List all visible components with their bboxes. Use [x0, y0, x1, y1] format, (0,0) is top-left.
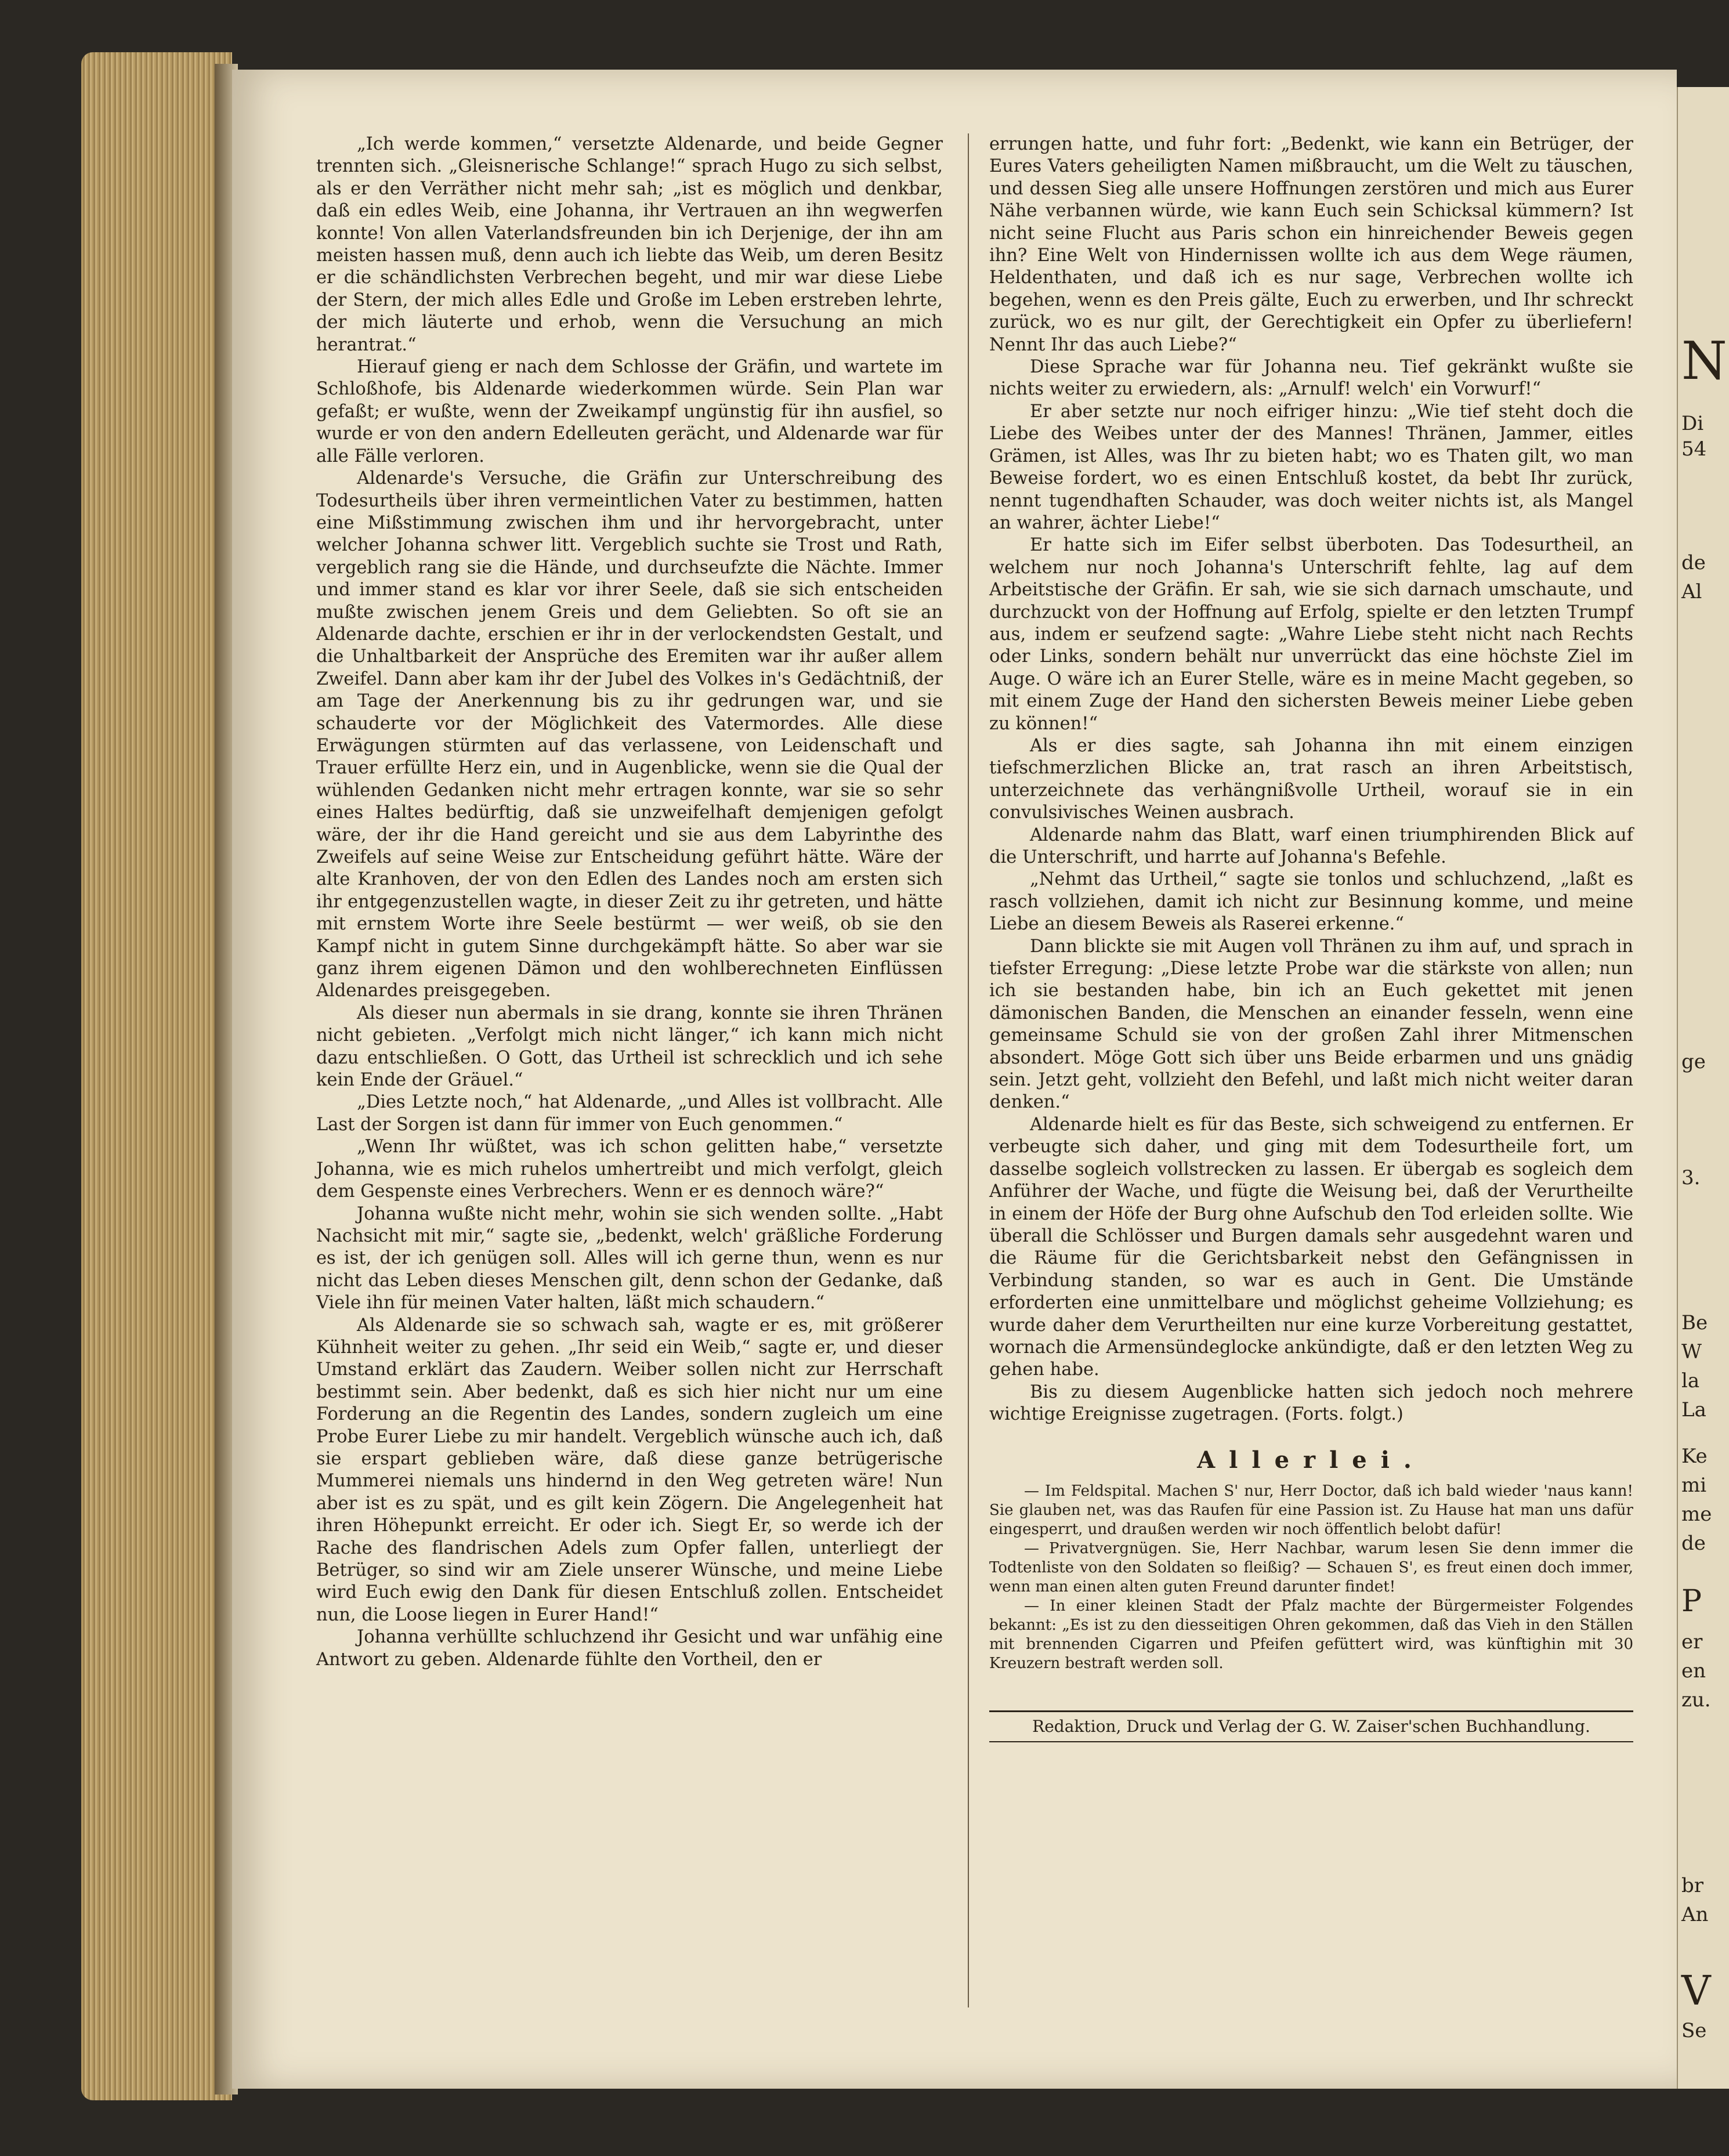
next-page-fragment: la — [1681, 1369, 1700, 1392]
left-paragraph-6: „Wenn Ihr wüßtet, was ich schon gelitten habe,“ versetzte Johanna, wie es mich ruhelos umhertreibt und mich verfolgt, gleich dem Gespenste eines Verbrechers. Wenn er es dennoch wäre?“ — [316, 1137, 943, 1202]
next-page-fragment: Ke — [1681, 1445, 1708, 1468]
next-page-fragment: W — [1681, 1340, 1702, 1363]
right-paragraph-7: „Nehmt das Urtheil,“ sagte sie tonlos und schluchzend, „laßt es rasch vollziehen, damit ich nicht zur Besinnung komme, und meine Liebe an diesem Beweis als Raserei erkenne.“ — [989, 869, 1633, 935]
footer-rule-bottom — [989, 1741, 1633, 1742]
right-paragraph-5: Als er dies sagte, sah Johanna ihn mit einem einzigen tiefschmerzlichen Blicke an, trat rasch an ihren Arbeitstisch, unterzeichnete das verhängnißvolle Urtheil, worauf sie in ein convulsivisches Weinen ausbrach. — [989, 735, 1633, 823]
right-column — [989, 133, 1633, 1742]
misc-item-3: — In einer kleinen Stadt der Pfalz machte der Bürgermeister Folgendes bekannt: „Es ist zu den diesseitigen Ohren gekommen, daß das Vieh in den Ställen mit brennenden Cigarren und Pfeifen gefüttert wird, was künftighin mit 30 Kreuzern bestraft werden soll. — [989, 1597, 1633, 1672]
misc-item-1: — Im Feldspital. Machen S' nur, Herr Doctor, daß ich bald wieder 'naus kann! Sie glauben net, was das Raufen für eine Passion ist. Zu Hause hat man uns dafür eingesperrt, und draußen werden wir noch öffentlich belobt dafür! — [989, 1482, 1633, 1538]
right-paragraph-2: Diese Sprache war für Johanna neu. Tief gekränkt wußte sie nichts weiter zu erwiedern, als: „Arnulf! welch' ein Vorwurf!“ — [989, 357, 1633, 400]
book-page-edges — [81, 52, 232, 2100]
right-paragraph-8: Dann blickte sie mit Augen voll Thränen zu ihm auf, und sprach in tiefster Erregung: „Diese letzte Probe war die stärkste von allen; nun ich sie bestanden habe, bin ich an Euch gekettet mit jenen dämonischen Banden, die Menschen an einander fesseln, wenn eine gemeinsame Schuld sie von der großen Zahl ihrer Mitmenschen absondert. Möge Gott sich über uns Beide erbarmen und uns gnädig sein. Jetzt geht, vollzieht den Befehl, und laßt mich nicht weiter daran denken.“ — [989, 936, 1633, 1113]
next-page-fragment: V — [1681, 1967, 1711, 2014]
left-paragraph-2: Hierauf gieng er nach dem Schlosse der Gräfin, und wartete im Schloßhofe, bis Aldenarde wiederkommen würde. Sein Plan war gefaßt; er wußte, wenn der Zweikampf ungünstig für ihn ausfiel, so wurde er von den andern Edelleuten gerächt, und Aldenarde war für alle Fälle verloren. — [316, 357, 943, 466]
next-page-fragment: Di — [1681, 412, 1704, 435]
next-page-fragment: en — [1681, 1659, 1706, 1683]
left-paragraph-3: Aldenarde's Versuche, die Gräfin zur Unterschreibung des Todesurtheils über ihren vermeintlichen Vater zu bestimmen, hatten eine Mißstimmung zwischen ihm und ihr hervorgebracht, unter welcher Johanna schwer litt. Vergeblich suchte sie Trost und Rath, vergeblich rang sie die Hände, und durchseufzte die Nächte. Immer und immer stand es klar vor ihrer Seele, daß sie sich entscheiden mußte zwischen jenem Greis und dem Geliebten. So oft sie an Aldenarde dachte, erschien er ihr in der verlockendsten Gestalt, und die Unhaltbarkeit der Ansprüche des Eremiten war ihr außer allem Zweifel. Dann aber kam ihr der Jubel des Volkes in's Gedächtniß, der am Tage der Anerkennung bis zu ihr gedrungen war, und sie schauderte vor der Möglichkeit des Vatermordes. Alle diese Erwägungen stürmten auf das verlassene, von Leidenschaft und Trauer erfüllte Herz ein, und in Augenblicke, wenn sie die Qual der wühlenden Gedanken nicht mehr ertragen konnte, war sie so sehr eines Haltes bedürftig, daß sie unzweifelhaft demjenigen gefolgt wäre, der ihr die Hand gereicht und sie aus dem Labyrinthe des Zweifels auf seine Weise zur Entscheidung geführt hätte. Wäre der alte Kranhoven, der von den Edlen des Landes noch am ersten sich ihr entgegenzustellen wagte, in dieser Zeit zu ihr getreten, und hätte mit ernstem Worte ihre Seele bestürmt — wer weiß, ob sie den Kampf nicht in gutem Sinne durchgekämpft hätte. So aber war sie ganz ihrem eigenen Dämon und den wohlberechneten Einflüssen Aldenardes preisgegeben. — [316, 468, 943, 1001]
next-page-fragment: 3. — [1681, 1166, 1701, 1189]
right-paragraph-6: Aldenarde nahm das Blatt, warf einen triumphirenden Blick auf die Unterschrift, und harrte auf Johanna's Befehle. — [989, 824, 1633, 867]
column-divider — [968, 133, 969, 2007]
right-paragraph-1: errungen hatte, und fuhr fort: „Bedenkt, wie kann ein Betrüger, der Eures Vaters geheiligten Namen mißbraucht, um die Welt zu täuschen, und dessen Sieg alle unsere Hoffnungen zerstören und mich aus Eurer Nähe verbannen würde, wie kann Euch sein Schicksal kümmern? Ist nicht seine Flucht aus Paris schon ein hinreichender Beweis gegen ihn? Eine Welt von Hindernissen wollte ich aus dem Wege räumen, Heldenthaten, und daß ich es nur sage, Verbrechen wollte ich begehen, wenn es den Preis gälte, Euch zu erwerben, und Ihr schreckt zurück, wo es nur gilt, der Gerechtigkeit ein Opfer zu überliefern! Nennt Ihr das auch Liebe?“ — [989, 134, 1633, 355]
left-paragraph-7: Johanna wußte nicht mehr, wohin sie sich wenden sollte. „Habt Nachsicht mit mir,“ sagte sie, „bedenkt, welch' gräßliche Forderung es ist, der ich genügen soll. Alles will ich gerne thun, wenn es nur nicht das Leben dieses Menschen gilt, denn schon der Gedanke, daß Viele ihn für meinen Vater halten, läßt mich schaudern.“ — [316, 1203, 943, 1314]
footer-rule-top — [989, 1710, 1633, 1712]
next-page-fragment: zu. — [1681, 1688, 1711, 1712]
right-paragraph-10: Bis zu diesem Augenblicke hatten sich jedoch noch mehrere wichtige Ereignisse zugetragen. (Forts. folgt.) — [989, 1381, 1633, 1425]
next-page-fragment: Se — [1681, 2019, 1707, 2042]
next-page-fragment: Be — [1681, 1311, 1708, 1334]
next-page-fragment: me — [1681, 1503, 1712, 1526]
publisher-footer: Redaktion, Druck und Verlag der G. W. Zaiser'schen Buchhandlung. — [1032, 1716, 1590, 1736]
left-paragraph-1: „Ich werde kommen,“ versetzte Aldenarde, und beide Gegner trennten sich. „Gleisnerische Schlange!“ sprach Hugo zu sich selbst, als er den Verräther nicht mehr sah; „ist es möglich und denkbar, daß ein edles Weib, eine Johanna, ihr Vertrauen an ihn wegwerfen konnte! Von allen Vaterlandsfreunden bin ich Derjenige, der ihn am meisten hassen muß, denn auch ich liebte das Weib, um deren Besitz er die schändlichsten Verbrechen begeht, und mir war diese Liebe der Stern, der mich alles Edle und Große im Leben erstreben lehrte, der mich läuterte und erhob, wenn die Versuchung an mich herantrat.“ — [316, 134, 943, 355]
next-page-edge — [1677, 87, 1729, 2089]
right-paragraph-3: Er aber setzte nur noch eifriger hinzu: „Wie tief steht doch die Liebe des Weibes unter der des Mannes! Thränen, Jammer, eitles Grämen, ist Alles, was Ihr zu bieten habt; wo es Thaten gilt, wo man Beweise fordert, wo es einen Entschluß kostet, da bebt Ihr zurück, nennt tugendhaften Schauder, was doch weiter nichts ist, als Mangel an wahrer, ächter Liebe!“ — [989, 401, 1633, 533]
miscellany — [989, 1482, 1633, 1673]
next-page-fragment: br — [1681, 1874, 1704, 1897]
section-title-allerlei: Allerlei. — [1197, 1446, 1426, 1474]
left-paragraph-9: Johanna verhüllte schluchzend ihr Gesicht und war unfähig eine Antwort zu geben. Aldenarde fühlte den Vortheil, den er — [316, 1627, 943, 1670]
misc-item-2: — Privatvergnügen. Sie, Herr Nachbar, warum lesen Sie denn immer die Todtenliste von den Soldaten so fleißig? — Schauen S', es freut einen doch immer, wenn man einen alten guten Freund darunter findet! — [989, 1539, 1633, 1596]
next-page-fragment: 54 — [1681, 437, 1707, 461]
next-page-fragment: An — [1681, 1903, 1709, 1926]
next-page-fragment: N — [1681, 331, 1727, 392]
next-page-fragment: ge — [1681, 1050, 1706, 1073]
next-page-fragment: er — [1681, 1630, 1703, 1654]
next-page-fragment: Al — [1681, 580, 1702, 603]
left-paragraph-4: Als dieser nun abermals in sie drang, konnte sie ihren Thränen nicht gebieten. „Verfolgt mich nicht länger,“ ich kann mich nicht dazu entschließen. O Gott, das Urtheil ist schrecklich und ich sehe kein Ende der Gräuel.“ — [316, 1003, 943, 1091]
next-page-fragment: La — [1681, 1398, 1706, 1421]
next-page-fragment: de — [1681, 1532, 1706, 1555]
next-page-fragment: mi — [1681, 1474, 1707, 1497]
right-paragraph-9: Aldenarde hielt es für das Beste, sich schweigend zu entfernen. Er verbeugte sich daher, und ging mit dem Todesurtheile fort, um dasselbe sogleich vollstrecken zu lassen. Er übergab es sogleich dem Anführer der Wache, und fügte die Weisung bei, daß der Verurtheilte in einem der Höfe der Burg ohne Aufschub den Tod erleiden sollte. Wie überall die Schlösser und Burgen damals sehr ausgedehnt waren und die Räume für die Gerichtsbarkeit nebst den Gefängnissen in Verbindung standen, so war es auch in Gent. Die Umstände erforderten eine unmittelbare und möglichst geheime Vollziehung; es wurde daher dem Verurtheilten nur eine kurze Vorbereitung gestattet, wornach die Armensündeglocke ankündigte, daß er den letzten Weg zu gehen habe. — [989, 1114, 1633, 1380]
next-page-fragment: de — [1681, 551, 1706, 574]
right-paragraph-4: Er hatte sich im Eifer selbst überboten. Das Todesurtheil, an welchem nur noch Johanna's Unterschrift fehlte, lag auf dem Arbeitstische der Gräfin. Er sah, wie sie sich darnach umschaute, und durchzuckt von der Hoffnung auf Erfolg, spielte er den letzten Trumpf aus, indem er seufzend sagte: „Wahre Liebe steht nicht nach Rechts oder Links, sondern behält nur unverrückt das eine höchste Ziel im Auge. O wäre ich an Eurer Stelle, wäre es in meine Macht gegeben, so mit einem Zuge der Hand den sichersten Beweis meiner Liebe geben zu können!“ — [989, 535, 1633, 734]
next-page-fragment: P — [1681, 1584, 1702, 1619]
left-paragraph-8: Als Aldenarde sie so schwach sah, wagte er es, mit größerer Kühnheit weiter zu gehen. „Ihr seid ein Weib,“ sagte er, und dieser Umstand erklärt das Zaudern. Weiber sollen nicht zur Herrschaft bestimmt sein. Aber bedenkt, daß es sich hier nicht nur um eine Forderung an die Regentin des Landes, sondern zugleich um eine Probe Eurer Liebe zu mir handelt. Vergeblich wünsche auch ich, daß sie erspart geblieben wäre, daß diese ganze betrügerische Mummerei niemals uns hindernd in den Weg getreten wäre! Nun aber ist es zu spät, und es gilt kein Zögern. Die Angelegenheit hat ihren Höhepunkt erreicht. Er oder ich. Siegt Er, so werde ich der Rache des flandrischen Adels zum Opfer fallen, unterliegt der Betrüger, so sind wir am Ziele unserer Wünsche, und meine Liebe wird Euch ewig den Dank für diesen Entschluß zollen. Entscheidet nun, die Loose liegen in Eurer Hand!“ — [316, 1315, 943, 1625]
left-column — [316, 133, 943, 1671]
left-paragraph-5: „Dies Letzte noch,“ hat Aldenarde, „und Alles ist vollbracht. Alle Last der Sorgen ist dann für immer von Euch genommen.“ — [316, 1092, 943, 1135]
